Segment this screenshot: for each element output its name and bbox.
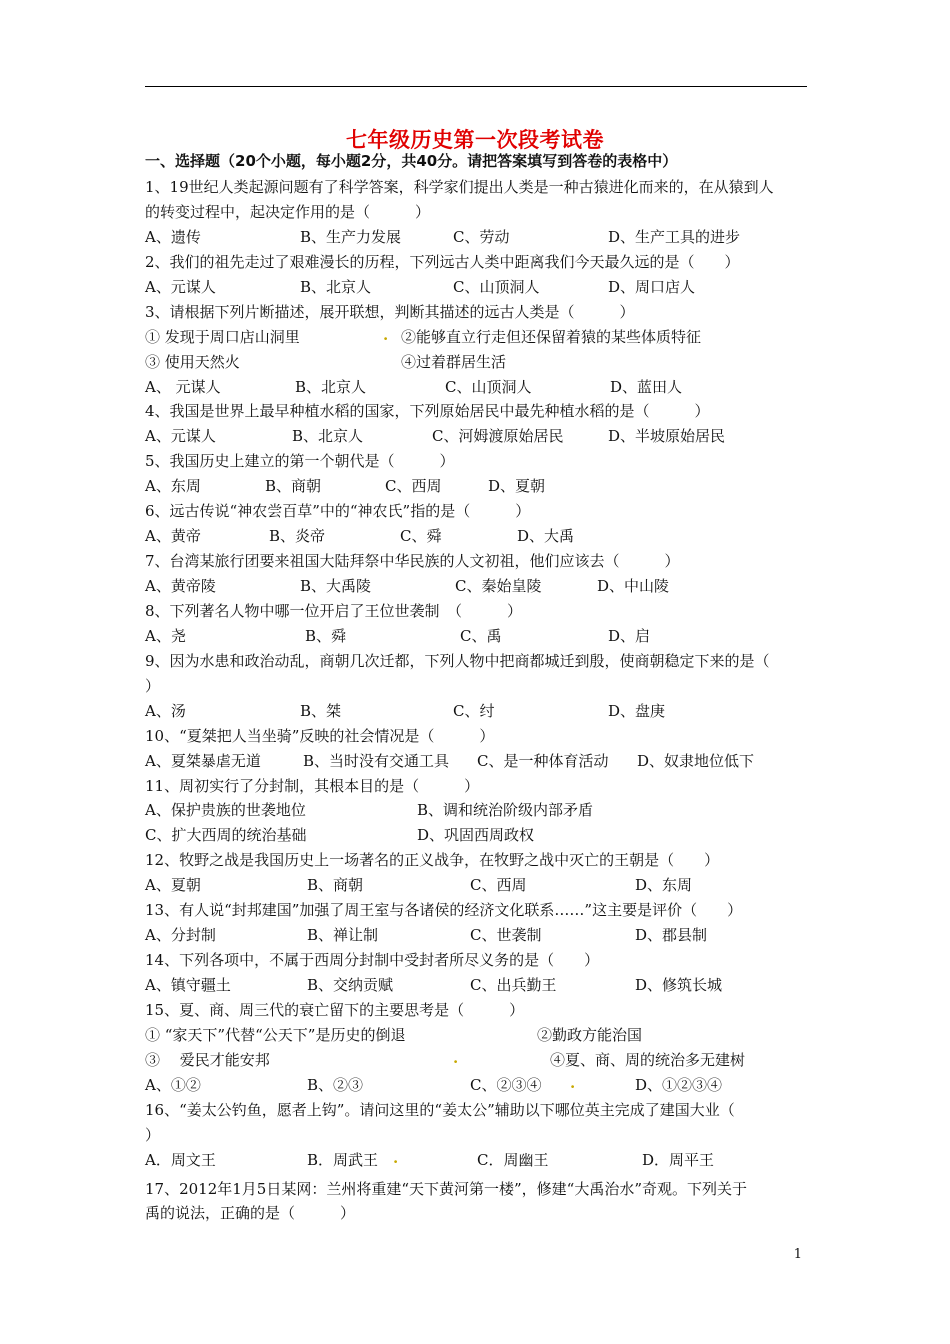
option-a: A．周文王 [145,1150,216,1169]
option-b: B、②③ [307,1075,364,1094]
option-c: C、劳动 [453,227,510,246]
option-d: D、中山陵 [597,577,670,595]
option-d: D、奴隶地位低下 [637,751,755,770]
question-text: 16、“姜太公钓鱼，愿者上钩”。请问这里的“姜太公”辅助以下哪位英主完成了建国大业（ [145,1100,735,1119]
option-b: B、商朝 [265,477,322,496]
statement: ②能够直立行走但还保留着猿的某些体质特征 [401,327,702,346]
option-a: A、镇守疆土 [145,976,231,994]
option-d: D、东周 [635,876,693,895]
option-c: C、西周 [470,876,527,895]
option-a: A、东周 [145,477,201,496]
statement-row [145,350,815,375]
question-text: ） [145,1125,161,1144]
answer-options [145,375,815,400]
option-b: B、桀 [300,701,342,720]
option-a: A、夏朝 [145,876,201,895]
option-b: B、大禹陵 [300,577,372,595]
question-text: 禹的说法，正确的是（ ） [145,1204,356,1223]
statement: ④过着群居生活 [401,352,507,371]
statement: ③ 使用天然火 [145,352,240,371]
answer-options [145,275,815,300]
option-b: B、北京人 [295,377,367,396]
question-text: 11、周初实行了分封制，其根本目的是（ ） [145,776,480,795]
question-text: 15、夏、商、周三代的衰亡留下的主要思考是（ ） [145,1000,525,1019]
option-b: B、调和统治阶级内部矛盾 [417,801,594,820]
option-a: A、元谋人 [145,427,216,446]
option-a: A、黄帝 [145,527,201,546]
option-c: C、舜 [400,527,442,546]
option-d: D、半坡原始居民 [608,427,726,446]
question-text: 7、台湾某旅行团要来祖国大陆拜祭中华民族的人文初祖，他们应该去（ ） [145,552,680,571]
statement-row [145,325,815,350]
option-a: A、夏桀暴虐无道 [145,751,261,770]
answer-options [145,798,815,823]
question-text: 9、因为水患和政治动乱，商朝几次迁都，下列人物中把商都城迁到殷，使商朝稳定下来的是（ [145,651,770,670]
option-a: A、遗传 [145,227,201,246]
option-b: B、北京人 [300,277,372,296]
question-text: 10、“夏桀把人当坐骑”反映的社会情况是（ ） [145,726,495,745]
option-c: C、出兵勤王 [470,976,557,994]
answer-options [145,923,815,948]
option-a: A、汤 [145,701,186,720]
answer-options [145,474,815,499]
question-text: 5、我国历史上建立的第一个朝代是（ ） [145,452,455,471]
answer-options [145,624,815,649]
header-rule [145,86,807,87]
question-text: 的转变过程中，起决定作用的是（ ） [145,202,431,221]
option-c: C、河姆渡原始居民 [432,427,564,446]
answer-options [145,225,815,250]
page-number: 1 [793,1247,802,1262]
option-b: B、商朝 [307,876,364,895]
option-c: C、是一种体育活动 [477,751,609,770]
answer-options [145,424,815,449]
speck-mark: . [393,1148,399,1167]
answer-options [145,749,815,774]
option-a: A、尧 [145,626,186,645]
statement-row [145,1023,815,1048]
option-d: D、大禹 [517,527,575,546]
option-b: B、交纳贡赋 [307,976,394,994]
speck-mark: . [453,1048,459,1067]
option-c: C、世袭制 [470,926,542,945]
answer-options [145,1148,815,1173]
speck-mark: . [383,325,389,344]
question-text: ） [145,676,161,695]
statement: ④夏、商、周的统治多无建树 [550,1050,746,1069]
option-c: C、禹 [460,626,502,645]
section-heading: 一、选择题（20个小题，每小题2分，共40分。请把答案填写到答卷的表格中） [145,152,678,170]
option-a: A、①② [145,1075,201,1094]
option-c: C、纣 [453,701,495,720]
option-d: D、蓝田人 [610,377,683,396]
answer-options [145,873,815,898]
answer-options [145,574,815,599]
question-text: 4、我国是世界上最早种植水稻的国家，下列原始居民中最先种植水稻的是（ ） [145,402,710,421]
option-d: D、生产工具的进步 [608,227,741,246]
option-b: B、舜 [305,626,347,645]
option-d: D、郡县制 [635,926,708,945]
option-d: D．周平王 [642,1150,715,1169]
option-b: B、生产力发展 [300,227,402,246]
option-b: B、北京人 [292,427,364,446]
option-d: D、①②③④ [635,1075,723,1094]
option-c: C、山顶洞人 [445,377,532,396]
statement: ③ 爱民才能安邦 [145,1050,270,1069]
option-d: D、巩固西周政权 [417,826,535,845]
statement: ① 发现于周口店山洞里 [145,327,300,346]
question-list [145,175,815,1226]
statement-row [145,1048,815,1073]
option-d: D、启 [608,626,651,645]
speck-mark: . [570,1073,576,1092]
question-text: 17、2012年1月5日某网：兰州将重建“天下黄河第一楼”，修建“大禹治水”奇观。下列关于 [145,1179,748,1198]
option-d: D、盘庚 [608,701,666,720]
statement: ① “家天下”代替“公天下”是历史的倒退 [145,1025,406,1044]
option-a: A、元谋人 [145,277,216,296]
answer-options [145,973,815,998]
option-d: D、修筑长城 [635,976,723,994]
option-b: B、禅让制 [307,926,379,945]
option-a: A、 元谋人 [145,377,221,396]
question-text: 8、下列著名人物中哪一位开启了王位世袭制 （ ） [145,601,523,620]
question-text: 13、有人说“封邦建国”加强了周王室与各诸侯的经济文化联系……”这主要是评价（ ） [145,901,743,920]
question-text: 1、19世纪人类起源问题有了科学答案，科学家们提出人类是一种古猿进化而来的，在从猿到人 [145,178,774,196]
question-text: 6、远古传说“神农尝百草”中的“神农氏”指的是（ ） [145,502,531,521]
option-b: B．周武王 [307,1150,379,1169]
question-text: 2、我们的祖先走过了艰难漫长的历程，下列远古人类中距离我们今天最久远的是（ ） [145,252,740,271]
answer-options [145,1073,815,1098]
option-d: D、周口店人 [608,277,696,296]
question-text: 3、请根据下列片断描述，展开联想，判断其描述的远古人类是（ ） [145,302,635,321]
option-c: C、②③④ [470,1075,542,1094]
answer-options [145,823,815,848]
option-a: A、黄帝陵 [145,577,216,595]
option-c: C．周幽王 [477,1150,549,1169]
statement: ②勤政方能治国 [537,1025,643,1044]
question-text: 14、下列各项中，不属于西周分封制中受封者所尽义务的是（ ） [145,951,600,970]
option-c: C、秦始皇陵 [455,577,542,595]
option-d: D、夏朝 [488,477,546,496]
option-c: C、西周 [385,477,442,496]
option-b: B、炎帝 [269,527,326,546]
question-text: 12、牧野之战是我国历史上一场著名的正义战争，在牧野之战中灭亡的王朝是（ ） [145,851,720,870]
option-a: A、分封制 [145,926,216,945]
option-c: C、山顶洞人 [453,277,540,296]
option-c: C、扩大西周的统治基础 [145,826,307,845]
option-b: B、当时没有交通工具 [303,751,450,770]
document-title: 七年级历史第一次段考试卷 [346,128,604,152]
option-a: A、保护贵族的世袭地位 [145,801,306,820]
answer-options [145,524,815,549]
answer-options [145,699,815,724]
